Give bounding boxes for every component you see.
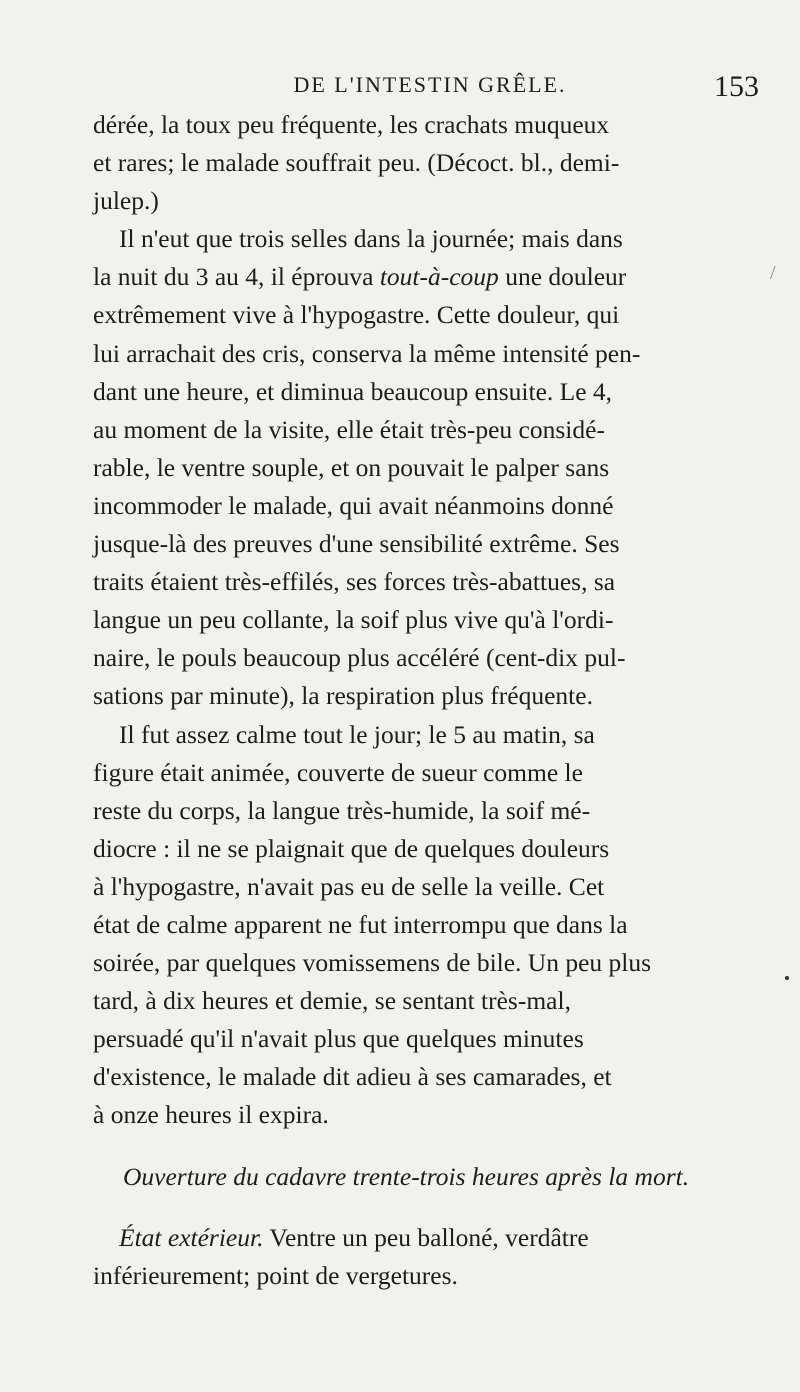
text-line: lui arrachait des cris, conserva la même intensité pen-	[93, 338, 641, 368]
text-span: une douleur	[498, 262, 627, 292]
text-line: dérée, la toux peu fréquente, les crachats muqueux	[93, 110, 610, 139]
text-line: d'existence, le malade dit adieu à ses camarades, et	[93, 1062, 612, 1092]
page-number: 153	[714, 70, 759, 103]
text-line: et rares; le malade souffrait peu. (Décoct. bl., demi-	[93, 148, 620, 178]
text-line: à l'hypogastre, n'avait pas eu de selle la veille. Cet	[93, 871, 605, 901]
text-line: jusque-là des preuves d'une sensibilité extrême. Ses	[93, 529, 620, 559]
text-line: extrêmement vive à l'hypogastre. Cette douleur, qui	[93, 300, 620, 330]
paragraph	[93, 716, 773, 1135]
text-line: tard, à dix heures et demie, se sentant très-mal,	[93, 986, 571, 1016]
section-heading: Ouverture du cadavre trente-trois heures après la mort.	[123, 1161, 690, 1191]
text-line: figure était animée, couverte de sueur comme le	[93, 757, 583, 787]
text-span: la nuit du 3 au 4, il éprouva	[93, 262, 380, 292]
text-line: Il fut assez calme tout le jour; le 5 au matin, sa	[119, 719, 595, 749]
text-line: incommoder le malade, qui avait néanmoins donné	[93, 490, 614, 520]
text-line: reste du corps, la langue très-humide, la soif mé-	[93, 795, 591, 825]
text-line: naire, le pouls beaucoup plus accéléré (cent-dix pul-	[93, 643, 626, 673]
paragraph	[93, 220, 773, 715]
section-gap	[93, 1135, 773, 1157]
text-line: diocre : il ne se plaignait que de quelques douleurs	[93, 833, 610, 863]
text-line: état de calme apparent ne fut interrompu que dans la	[93, 909, 628, 939]
text-line	[93, 1219, 773, 1257]
page-header	[93, 64, 767, 108]
emphasis: tout-à-coup	[379, 262, 499, 292]
page-body	[93, 106, 773, 1295]
text-line: dant une heure, et diminua beaucoup ensuite. Le 4,	[93, 376, 613, 406]
section-gap	[93, 1197, 773, 1219]
margin-mark: /	[770, 262, 776, 284]
text-line: soirée, par quelques vomissemens de bile. Un peu plus	[93, 948, 652, 978]
text-line: langue un peu collante, la soif plus vive qu'à l'ordi-	[93, 605, 614, 635]
text-line: persuadé qu'il n'avait plus que quelques minutes	[93, 1024, 584, 1054]
text-span: Ventre un peu balloné, verdâtre	[263, 1222, 589, 1252]
text-line: Il n'eut que trois selles dans la journée; mais dans	[119, 224, 623, 254]
text-line: sations par minute), la respiration plus fréquente.	[93, 681, 593, 711]
text-line: au moment de la visite, elle était très-peu considé-	[93, 414, 605, 444]
text-line: rable, le ventre souple, et on pouvait le palper sans	[93, 452, 610, 482]
run-in-heading: État extérieur.	[119, 1222, 264, 1252]
text-line: traits étaient très-effilés, ses forces très-abattues, sa	[93, 567, 616, 597]
paragraph	[93, 106, 773, 220]
text-line	[93, 258, 773, 296]
text-line: julep.)	[93, 186, 159, 216]
ink-speck	[785, 976, 789, 980]
running-head: DE L'INTESTIN GRÊLE.	[293, 72, 567, 97]
text-line: inférieurement; point de vergetures.	[93, 1260, 458, 1290]
paragraph	[93, 1219, 773, 1295]
text-line: à onze heures il expira.	[93, 1100, 329, 1130]
